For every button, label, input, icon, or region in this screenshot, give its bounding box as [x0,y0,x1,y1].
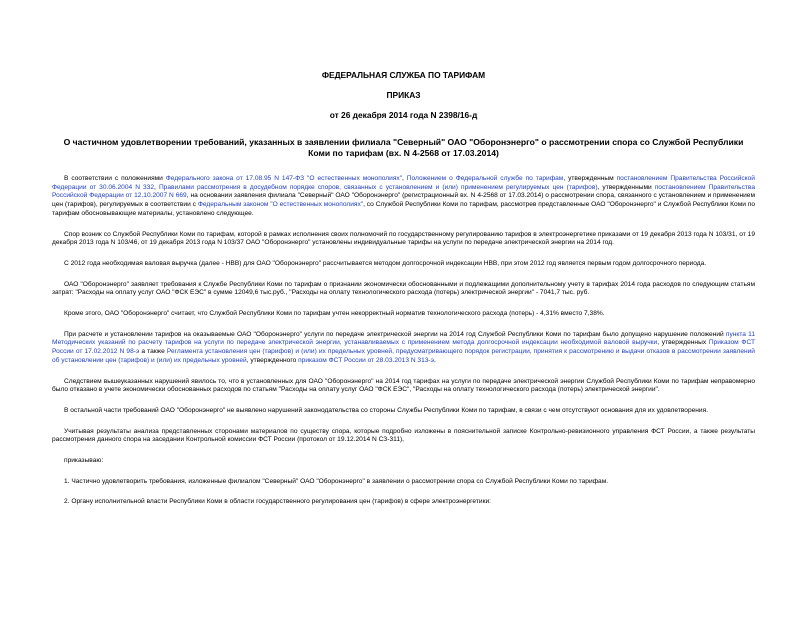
text: , утвержденного [246,356,299,364]
paragraph-violations [52,331,755,366]
link-tariff-regulation[interactable]: Регламента установления цен (тарифов) и (или) их предельных уровней, предусматривающего порядок регистрации, принятия к рассмотрению и выдачи отказов в рассмотрении заявлений об установлении цен (тарифов) и (или) их предельных уровней [52,348,755,364]
link-federal-law-147[interactable]: Федерального закона от 17.08.95 N 147-ФЗ "О естественных монополиях" [165,175,403,182]
link-natural-monopolies-law[interactable]: Федеральным законом "О естественных монополиях" [197,201,364,209]
paragraph-loss-normative: Кроме этого, ОАО "Оборонэнерго" считает, что Службой Республики Коми по тарифам учтен некорректный норматив технологического расхода (потерь) - 4,31% вместо 7,38%. [64,310,605,318]
text: , на основании заявления филиала "Северный" ОАО "Оборонэнерго" (регистрационный вх. N 4-2568 от 17.03.2014) о рассмотрении спора, связанного с установлением и применением цен (тарифов), регулируемых в соответствии с [52,192,755,209]
paragraph-claims: ОАО "Оборонэнерго" заявляет требования к Службе Республики Коми по тарифам о признании экономически обоснованными и подлежащими дополнительному учету в тарифах 2014 года расходов по следующим статьям затрат: "Расходы на оплату услуг ОАО "ФСК ЕЭС" в сумме 12049,6 тыс.руб., "Расходы на оплату технологического расхода (потерь) электрической энергии" - 7041,7 тыс. руб. [52,280,755,297]
document-page [0,70,807,641]
paragraph-analysis: Учитывая результаты анализа представленных сторонами материалов по существу спора, которые подробно изложены в пояснительной записке Контрольно-ревизионного управления ФСТ России, а также результаты рассмотрения данного спора на заседании Контрольной комиссии ФСТ России (протокол от 19.12.2014 N СЗ-311), [52,427,755,444]
link-fst-regulation[interactable]: Положением о Федеральной службе по тарифам [406,175,564,182]
document-type: ПРИКАЗ [386,90,421,100]
link-methodical-guidelines[interactable]: пункта 11 Методических указаний по расчету тарифов на услуги по передаче электрической энергии, устанавливаемых с применением метода долгосрочной индексации необходимой валовой выручки [52,330,755,347]
text: При расчете и установлении тарифов на оказываемые ОАО "Оборонэнерго" услуги по передаче электрической энергии на 2014 год Службой Республики Коми по тарифам было допущено нарушение положений [64,330,726,338]
paragraph-order-word: приказываю: [64,457,104,465]
paragraph-remaining-claims: В остальной части требований ОАО "Оборонэнерго" не выявлено нарушений законодательства со стороны Службы Республики Коми по тарифам, в связи с чем отсутствуют основания для их удовлетворения. [64,406,709,414]
paragraph-legal-basis [52,175,755,219]
paragraph-item-2: 2. Органу исполнительной власти Республики Коми в области государственного регулирования цен (тарифов) в сфере электроэнергетики: [64,498,491,506]
link-government-decree-669[interactable]: постановлением Правительства Российской Федерации от 12.10.2007 N 669 [52,183,755,200]
document-date-number: от 26 декабря 2014 года N 2398/16-д [329,110,478,120]
paragraph-dispute: Спор возник со Службой Республики Коми по тарифам, которой в рамках исполнения своих полномочий по государственному регулированию тарифов в электроэнергетике приказами от 19 декабря 2013 года N 103/31, от 19 декабря 2013 года N 103/46, от 19 декабря 2013 года N 103/37 ОАО "Оборонэнерго" установлены индивидуальные тарифы на услуги по передаче электрической энергии на 2014 год. [52,230,755,247]
text: В соответствии с положениями [64,175,166,182]
text: . [433,356,436,364]
text: , со Службой Республики Коми по тарифам, рассмотрев представленные ОАО "Оборонэнерго" и Службой Республики Коми по тарифам обосновывающие материалы, установлено следующее. [52,201,756,217]
link-fst-order-313e[interactable]: приказом ФСТ России от 28.03.2013 N 313-э [298,356,434,364]
link-government-decree-332[interactable]: постановлением Правительства Российской Федерации от 30.06.2004 N 332 [52,175,755,191]
paragraph-consequence: Следствием вышеуказанных нарушений явилось то, что в установленных для ОАО "Оборонэнерго" на 2014 год тарифах на услуги по передаче электрической энергии Службой Республики Коми по тарифам неправомерно было отказано в учете экономически обоснованных расходов по статьям "Расходы на оплату услуг ОАО "ФСК ЕЭС", "Расходы на оплату технологического расхода (потерь) электрической энергии". [52,377,755,394]
document-title: О частичном удовлетворении требований, указанных в заявлении филиала "Северный" ОАО "Оборонэнерго" о рассмотрении спора со Службой Республики Коми по тарифам (вх. N 4-2568 от 17.03.2014) [63,137,744,158]
text: , утвержденными [597,183,655,191]
agency-name: ФЕДЕРАЛЬНАЯ СЛУЖБА ПО ТАРИФАМ [321,70,486,80]
text: , [154,183,159,191]
link-dispute-rules[interactable]: Правилами рассмотрения в досудебном порядке споров, связанных с установлением и (или) применением регулируемых цен (тарифов) [158,183,598,191]
text: , [402,175,407,182]
paragraph-nvv-method: С 2012 года необходимая валовая выручка (далее - НВВ) для ОАО "Оборонэнерго" рассчитывается методом долгосрочной индексации НВВ, при этом 2012 год является первым годом долгосрочного периода. [64,259,707,267]
paragraph-item-1: 1. Частично удовлетворить требования, изложенные филиалом "Северный" ОАО "Оборонэнерго" в заявлении о рассмотрении спора со Службой Республики Коми по тарифам. [64,477,609,485]
text: а также [139,348,167,356]
text: , утвержденным [563,175,617,182]
link-fst-order-98e[interactable]: Приказом ФСТ России от 17.02.2012 N 98-э [52,339,756,356]
text: , утвержденных [657,339,709,347]
